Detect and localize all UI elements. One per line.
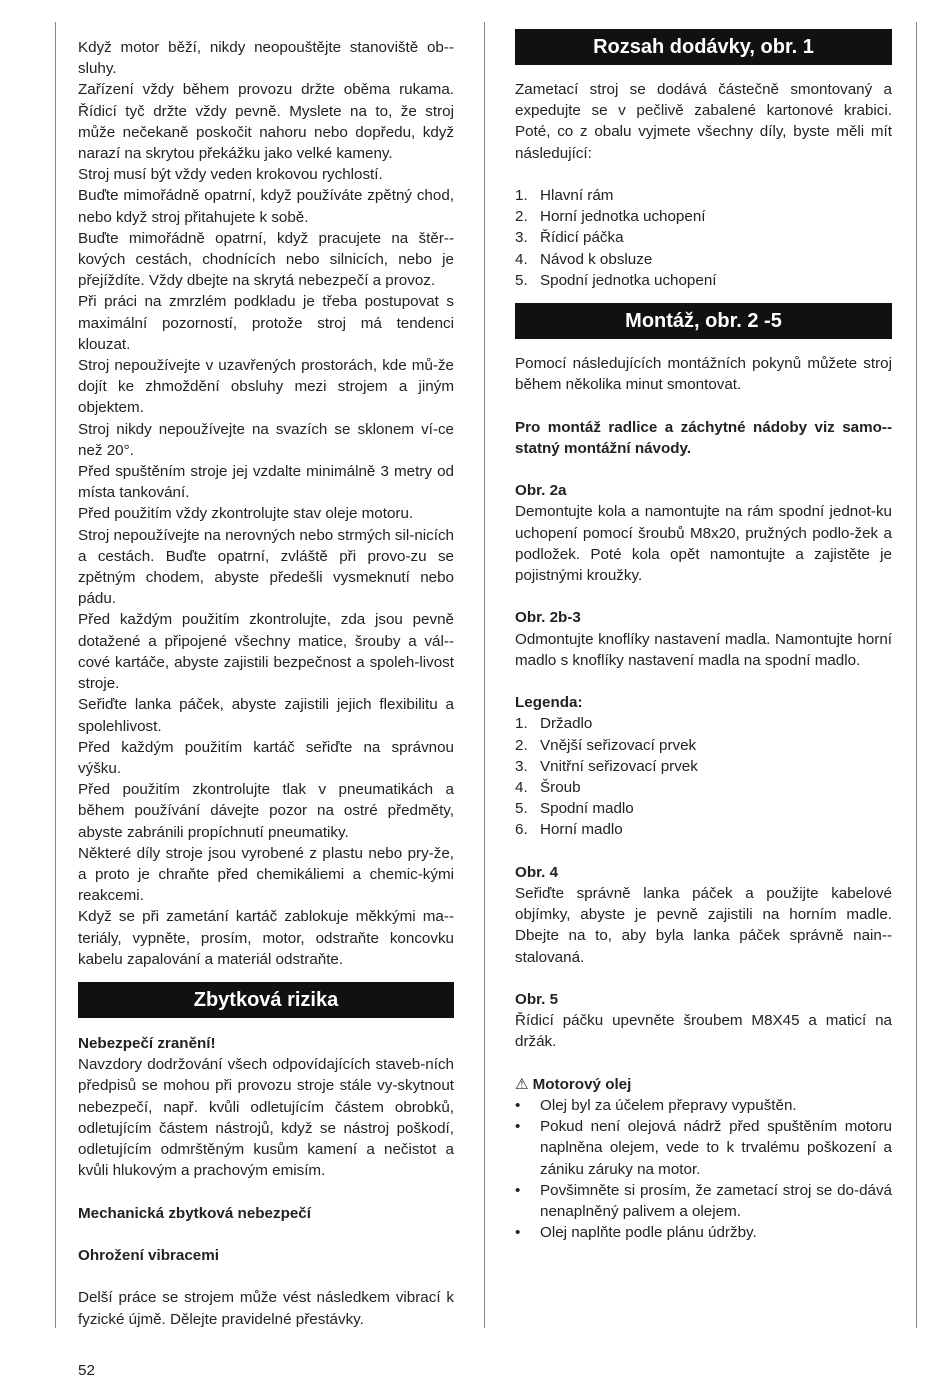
list-item: • Olej naplňte podle plánu údržby.: [515, 1222, 892, 1243]
left-margin-rule: [55, 22, 56, 1328]
safety-paragraph: Když motor běží, nikdy neopouštějte stanoviště ob-sluhy.: [78, 39, 454, 78]
mechanical-hazards-heading: Mechanická zbytková nebezpečí: [78, 1204, 311, 1222]
fig2a-heading: Obr. 2a: [515, 482, 567, 500]
motor-oil-heading-line: [515, 1074, 892, 1095]
safety-paragraph: Buďte mimořádně opatrní, když používáte zpětný chod, nebo když stroj přitahujete k sobě.: [78, 187, 454, 226]
list-item: 1. Hlavní rám: [515, 187, 614, 204]
list-item: 3. Řídicí páčka: [515, 229, 624, 247]
motor-oil-heading: Motorový olej: [532, 1075, 632, 1093]
list-item: • Olej byl za účelem přepravy vypuštěn.: [515, 1095, 892, 1116]
right-margin-rule: [916, 22, 917, 1328]
safety-paragraph: Před každým použitím kartáč seřiďte na správnou výšku.: [78, 738, 454, 777]
list-item: 1. Držadlo: [515, 715, 593, 733]
fig2b3-heading: Obr. 2b-3: [515, 609, 581, 627]
safety-paragraph: Když se při zametání kartáč zablokuje měkkými ma-teriály, vypněte, prosím, motor, odstraňte koncovku kabelu zapalování a materiál odstraňte.: [78, 908, 454, 968]
safety-paragraph: Buďte mimořádně opatrní, když pracujete na štěr-kových cestách, chodnících nebo silnicích, nebo je přejíždíte. Vždy dbejte na skrytá nebezpečí a provoz.: [78, 229, 454, 290]
list-item: 5. Spodní madlo: [515, 800, 634, 818]
residual-risks-heading: Zbytková rizika: [78, 982, 454, 1018]
warning-icon: ⚠: [515, 1075, 529, 1093]
safety-paragraph: Při práci na zmrzlém podkladu je třeba postupovat s maximální pozorností, protože stroj má tendenci klouzat.: [78, 293, 454, 353]
safety-paragraph: Zařízení vždy během provozu držte oběma rukama. Řídicí tyč držte vždy pevně. Myslete na to, že stroj může nečekaně poskočit nahoru nebo dopředu, když narazí na skrytou překážku jako velké kameny.: [78, 81, 454, 163]
safety-paragraph: Před každým použitím zkontrolujte, zda jsou pevně dotažené a připojené všechny matice, šrouby a vál-cové kartáče, abyste zajistili bezpečnost a spoleh-livost stroje.: [78, 611, 454, 693]
bullet-icon: •: [515, 1097, 521, 1115]
safety-paragraph: Stroj nepoužívejte v uzavřených prostorách, kde mů-že dojít ke zhmoždění obsluhy mezi strojem a jiným objektem.: [78, 357, 454, 417]
safety-paragraph: Některé díly stroje jsou vyrobené z plastu nebo pry-že, a proto je chraňte před chemikáliemi a chemic-kými reakcemi.: [78, 844, 454, 905]
list-item: • Pokud není olejová nádrž před spuštěním motoru naplněna olejem, vede to k trvalému poškození a zániku záruky na motor.: [515, 1118, 892, 1178]
safety-paragraph: Stroj nepoužívejte na nerovných nebo strmých sil-nicích a cestách. Buďte opatrní, zvláště při provo-zu se zpětným chodem, abyste předešli vysmeknutí nebo pádu.: [78, 526, 454, 608]
assembly-intro: Pomocí následujících montážních pokynů můžete stroj během několika minut smontovat.: [515, 355, 892, 394]
fig5-heading: Obr. 5: [515, 991, 559, 1009]
legend-list: [515, 713, 892, 840]
list-item: • Povšimněte si prosím, že zametací stroj se do-dává nenaplněný palivem a olejem.: [515, 1181, 892, 1221]
assembly-note: Pro montáž radlice a záchytné nádoby viz samo-statný montážní návody.: [515, 418, 892, 457]
motor-oil-list: [515, 1095, 892, 1243]
injury-heading: Nebezpečí zranění!: [78, 1034, 216, 1052]
right-column: [515, 29, 892, 1243]
injury-text: Navzdory dodržování všech odpovídajících staveb-ních předpisů se mohou při provozu stroje stále vy-skytnout nebezpečí, např. kvůli odletujícím částem obrobků, odletujícím částem nástrojů, když se nástroj poškodí, odletujícím odmrštěným kusům kamení a nečistot a kvůli hlukovým a prachovým emisím.: [78, 1056, 454, 1180]
list-item: 4. Šroub: [515, 779, 581, 797]
safety-paragraph: Před použitím zkontrolujte tlak v pneumatikách a během používání dávejte pozor na ostré předměty, abyste zabránili propíchnutí pneumatiky.: [78, 781, 454, 841]
assembly-heading: Montáž, obr. 2 -5: [515, 303, 892, 339]
fig5-text: Řídicí páčku upevněte šroubem M8X45 a maticí na držák.: [515, 1012, 892, 1051]
delivery-list: [515, 185, 892, 291]
list-item: 6. Horní madlo: [515, 821, 623, 839]
safety-paragraph: Stroj musí být vždy veden krokovou rychlostí.: [78, 166, 383, 184]
legend-heading: Legenda:: [515, 694, 583, 712]
bullet-icon: •: [515, 1181, 521, 1199]
bullet-icon: •: [515, 1224, 521, 1242]
vibration-heading: Ohrožení vibracemi: [78, 1246, 219, 1264]
vibration-text: Delší práce se strojem může vést následkem vibrací k fyzické újmě. Dělejte pravidelné přestávky.: [78, 1289, 454, 1328]
safety-paragraph: Stroj nikdy nepoužívejte na svazích se sklonem ví-ce než 20°.: [78, 420, 454, 459]
list-item: 4. Návod k obsluze: [515, 250, 653, 268]
safety-paragraph: Před použitím vždy zkontrolujte stav oleje motoru.: [78, 505, 414, 523]
delivery-heading: Rozsah dodávky, obr. 1: [515, 29, 892, 65]
column-divider: [484, 22, 485, 1328]
list-item: 3. Vnitřní seřizovací prvek: [515, 757, 698, 775]
fig4-text: Seřiďte správně lanka páček a použijte kabelové objímky, abyste je pevně zajistili na horním madle. Dbejte na to, aby byla lanka páček správně nain-stalovaná.: [515, 885, 892, 966]
bullet-icon: •: [515, 1118, 521, 1136]
safety-paragraph: Seřiďte lanka páček, abyste zajistili jejich flexibilitu a spolehlivost.: [78, 696, 454, 735]
fig2b3-text: Odmontujte knoflíky nastavení madla. Namontujte horní madlo s knoflíky nastavení madla na spodní madlo.: [515, 630, 892, 669]
list-item: 2. Vnější seřizovací prvek: [515, 736, 697, 754]
list-item: 5. Spodní jednotka uchopení: [515, 271, 717, 289]
fig4-heading: Obr. 4: [515, 863, 559, 881]
page-number: 52: [78, 1362, 95, 1379]
fig2a-text: Demontujte kola a namontujte na rám spodní jednot-ku uchopení pomocí šroubů M8x20, pružných podlo-žek a podložek. Poté kola opět namontujte a zajistěte je pojistnými kroužky.: [515, 503, 892, 585]
left-column: [78, 37, 454, 1330]
safety-paragraph: Před spuštěním stroje jej vzdalte minimálně 3 metry od místa tankování.: [78, 463, 454, 502]
list-item: 2. Horní jednotka uchopení: [515, 208, 706, 226]
delivery-intro: Zametací stroj se dodává částečně smontovaný a expedujte se v pečlivě zabalené kartonové krabici. Poté, co z obalu vyjmete všechny díly, byste měli mít následující:: [515, 81, 892, 162]
